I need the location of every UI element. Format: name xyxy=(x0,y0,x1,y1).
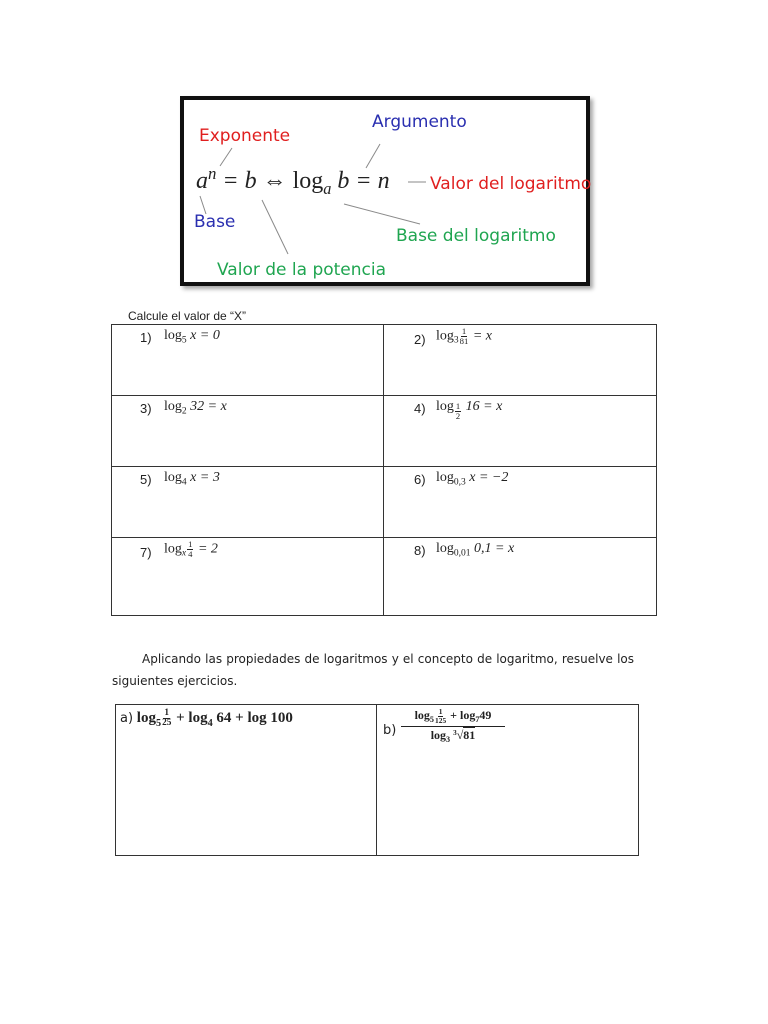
label-valor-logaritmo: Valor del logaritmo xyxy=(430,174,592,194)
label-base: Base xyxy=(194,212,236,232)
arrow-base-logaritmo xyxy=(344,204,420,224)
arrow-valor-potencia xyxy=(262,200,288,254)
label-base-logaritmo: Base del logaritmo xyxy=(396,226,556,246)
instructions-paragraph: Aplicando las propiedades de logaritmos y el concepto de logaritmo, resuelve los siguientes ejercicios. xyxy=(112,652,634,688)
section-title: Calcule el valor de “X” xyxy=(128,309,247,323)
properties-table: a) $\log_5$ $\frac{1}{25}$ + $\log_4 64 + \log 100$ b) $\log_5$ $\frac{1}{125}$ + $\log_749$ $\log_3 ^3√81$ xyxy=(115,704,639,856)
logarithm-definition-diagram xyxy=(180,96,590,286)
label-valor-potencia: Valor de la potencia xyxy=(217,260,387,280)
exercise-b-fraction: $\log_5$ $\frac{1}{125}$ + $\log_749$ $\log_3 ^3√81$ xyxy=(401,708,505,744)
label-exponente: Exponente xyxy=(199,126,291,146)
label-argumento: Argumento xyxy=(372,112,467,132)
exercise-table: 1) $\log_5 x = 0$ 2) $\log_3$ $\frac{1}{81}$ = x 3) $\log_2 32 = x$ 4) log $_{\frac{1}{2}}$ 16 = x 5) $\log_4 x = 3$ 6) $\log_{0,3} x = -2$ 7) $\log_x$ $\frac{1}{4}$ = 2 8) $\log_{0,01} 0,1 = x$ xyxy=(111,324,657,616)
definition-formula: $a^n = b$ ⇔ $\log_a b = n$ xyxy=(196,164,390,198)
